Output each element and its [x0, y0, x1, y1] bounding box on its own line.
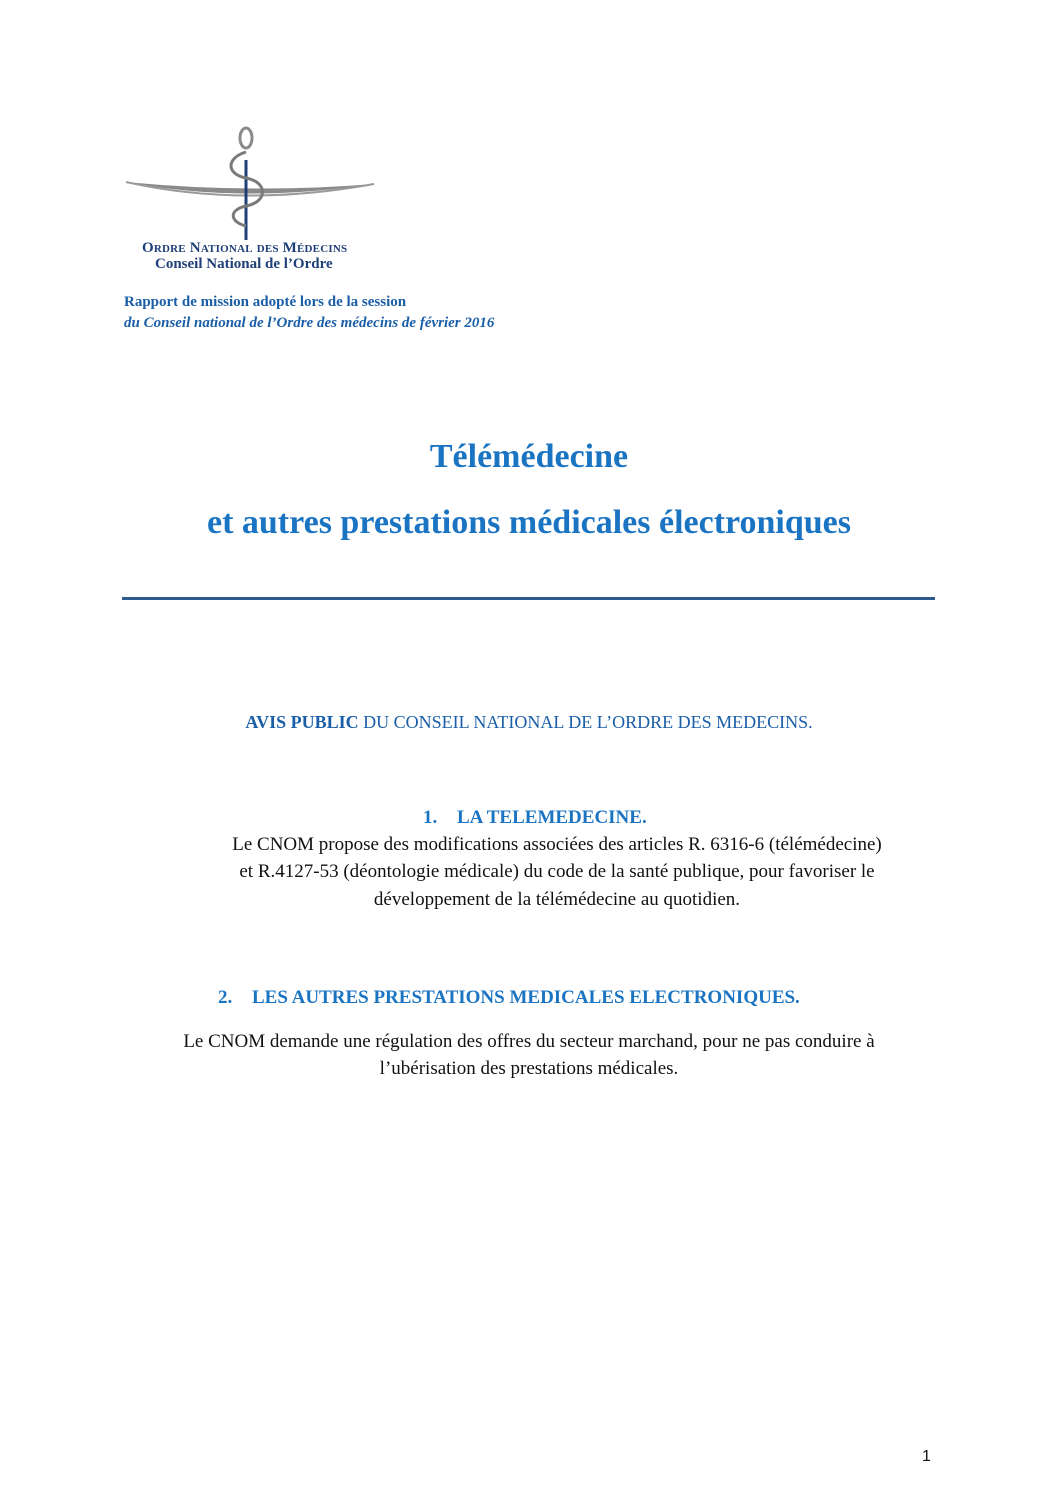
ordre-logo [122, 122, 382, 282]
mission-line-1: Rapport de mission adopté lors de la session [124, 294, 407, 310]
avis-heading-strong: AVIS PUBLIC [245, 712, 359, 732]
page-number: 1 [922, 1448, 931, 1465]
document-title: Télémédecine [429, 438, 629, 475]
section-1-paragraph-line: et R.4127-53 (déontologie médicale) du code de la santé publique, pour favoriser le [239, 861, 875, 882]
section-2-paragraph-line: l’ubérisation des prestations médicales. [379, 1058, 679, 1079]
mission-line-2: du Conseil national de l’Ordre des médecins de février 2016 [124, 315, 495, 331]
title-divider [122, 597, 935, 600]
section-2-title: LES AUTRES PRESTATIONS MEDICALES ELECTRONIQUES. [252, 987, 800, 1008]
logo-title: Ordre National des Médecins [142, 240, 348, 256]
section-1-heading [423, 807, 647, 829]
avis-heading [0, 712, 1058, 733]
section-1-title: LA TELEMEDECINE. [457, 807, 647, 828]
document-subtitle: et autres prestations médicales électroniques [206, 504, 852, 541]
caduceus-icon [122, 122, 382, 242]
section-1-number: 1. [423, 807, 438, 828]
section-2-number: 2. [218, 987, 233, 1008]
section-1-paragraph-line: Le CNOM propose des modifications associées des articles R. 6316-6 (télémédecine) [232, 834, 882, 855]
section-2-heading [218, 987, 800, 1009]
avis-heading-rest: DU CONSEIL NATIONAL DE L’ORDRE DES MEDECINS. [358, 712, 813, 732]
logo-subtitle: Conseil National de l’Ordre [155, 256, 333, 272]
section-2-paragraph-line: Le CNOM demande une régulation des offres du secteur marchand, pour ne pas conduire à [183, 1031, 875, 1052]
section-1-paragraph-line: développement de la télémédecine au quotidien. [373, 889, 741, 910]
